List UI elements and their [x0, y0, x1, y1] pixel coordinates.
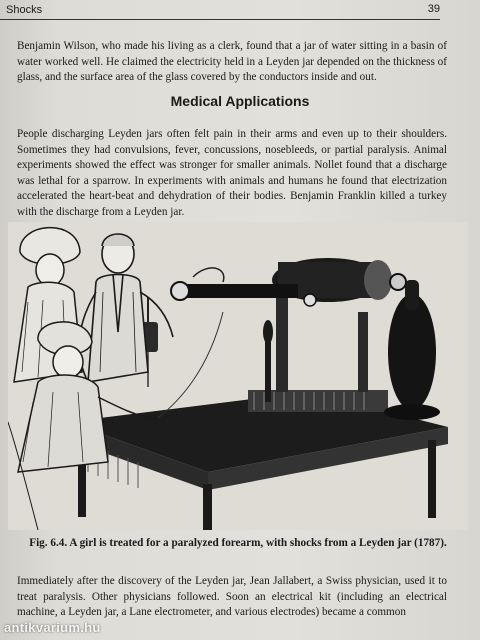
page-header [0, 0, 480, 22]
page-number: 39 [427, 3, 440, 15]
header-rule [0, 19, 440, 20]
intro-paragraph: Benjamin Wilson, who made his living as a clerk, found that a jar of water sitting in a basin of water worked well. He claimed the electricity held in a Leyden jar depended on the thickness of glass, and the surface area of the glass covered by the conductors inside and out. [17, 40, 447, 83]
section-heading: Medical Applications [170, 93, 310, 109]
watermark-text: antikvarium.hu [4, 620, 101, 635]
figure-caption: Fig. 6.4. A girl is treated for a paralyzed forearm, with shocks from a Leyden jar (1787). [29, 537, 447, 549]
section-paragraph: People discharging Leyden jars often felt pain in their arms and even up to their shoulders. Sometimes they had convulsions, fever, concussions, nosebleeds, or partial paralysis. Animal experiments showed the effect was stronger for smaller animals. Nollet found that a discharge was lethal for a sparrow. In experiments with animals and humans he found that electrization accelerated the heart-beat and dehydration of their bodies. Benjamin Franklin killed a turkey with the discharge from a Leyden jar. [17, 128, 447, 218]
running-title: Shocks [6, 4, 43, 16]
engraving-illustration [8, 222, 468, 530]
closing-paragraph: Immediately after the discovery of the Leyden jar, Jean Jallabert, a Swiss physician, used it to treat paralysis. Other physicians followed. Soon an electrical kit (including an electrical machine, a Leyden jar, a Lane electrometer, and various electrodes) became a common [17, 575, 447, 618]
